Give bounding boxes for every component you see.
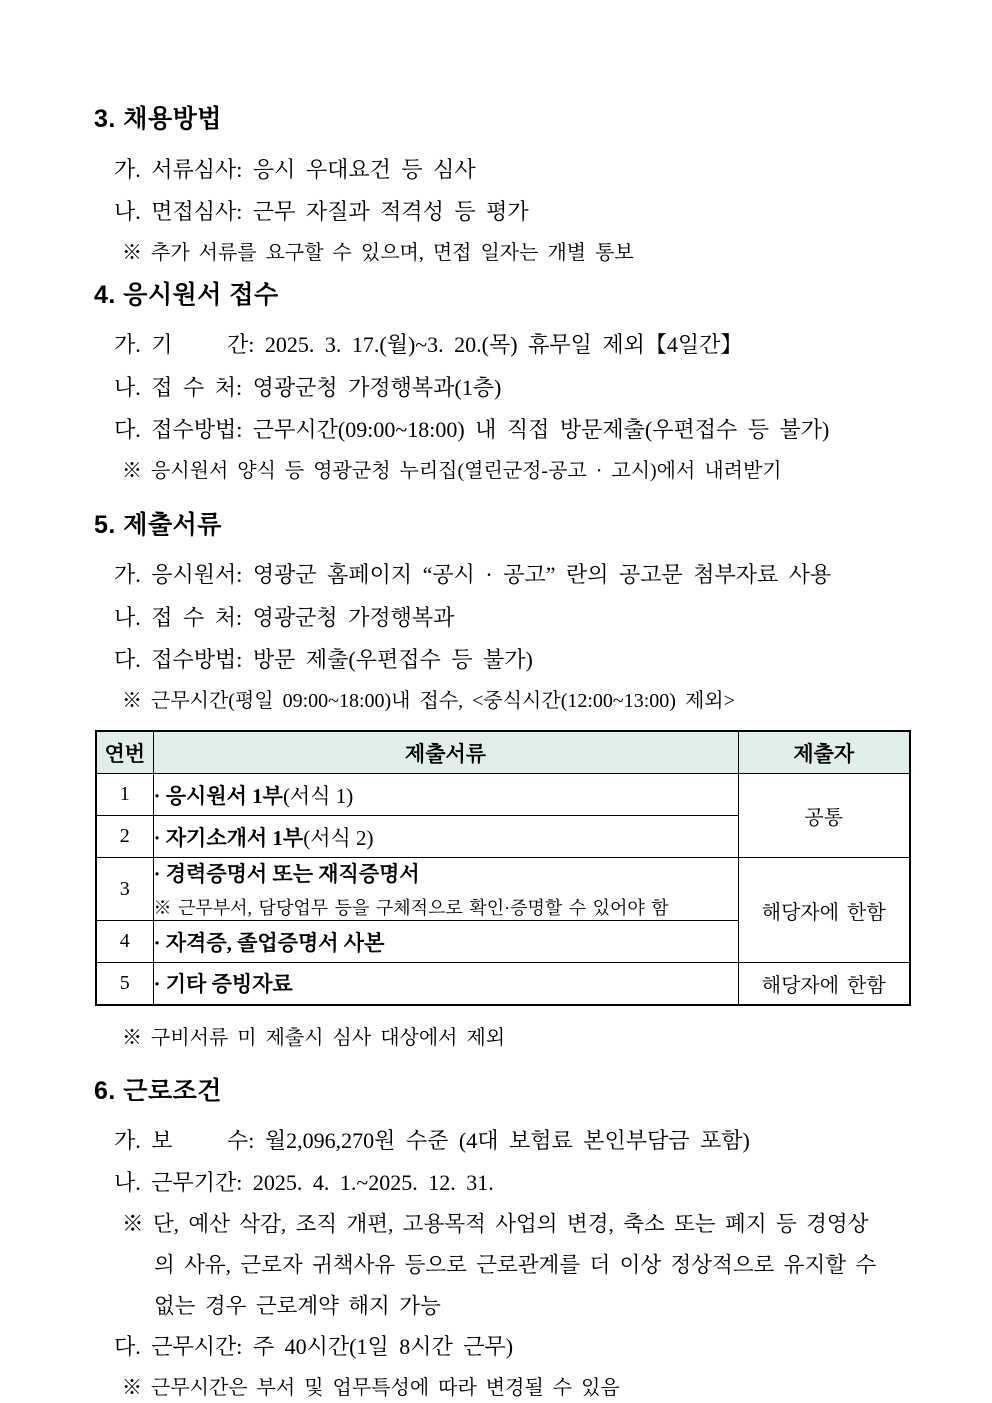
column-header-document: 제출서류 [153,731,738,774]
table-footnote: ※ 구비서류 미 제출시 심사 대상에서 제외 [122,1026,506,1049]
section-5-note: ※ 근무시간(평일 09:00~18:00)내 접수, <중식시간(12:00~13:00) 제외> [122,690,735,712]
section-6-note-line-1: ※ 단, 예산 삭감, 조직 개편, 고용목적 사업의 변경, 축소 또는 폐지 등 경영상 [122,1212,869,1237]
row-3-number: 3 [96,858,153,921]
section-6-item-hours: 다. 근무시간: 주 40시간(1일 8시간 근무) [114,1334,514,1360]
section-required-documents [94,512,908,1050]
row-4-document [153,921,738,963]
row-5-document [153,963,738,1005]
row-1-number: 1 [96,774,153,816]
row-3-document-note: ※ 근무부서, 담당업무 등을 구체적으로 확인·증명할 수 있어야 함 [153,898,669,918]
column-header-submitter: 제출자 [738,731,910,774]
section-4-item-method: 다. 접수방법: 근무시간(09:00~18:00) 내 직접 방문제출(우편접수 등 불가) [114,416,830,442]
section-4-item-period: 가. 기 간: 2025. 3. 17.(월)~3. 20.(목) 휴무일 제외【4일간】 [114,332,743,358]
row-1-document-form: (서식 1) [282,783,354,808]
row-3-document [153,858,738,921]
section-4-title: 4. 응시원서 접수 [94,280,279,309]
section-3-item-ga: 가. 서류심사: 응시 우대요건 등 심사 [114,156,476,182]
row-3-document-title: · 경력증명서 또는 재직증명서 [153,862,420,886]
row-1-document-title: · 응시원서 1부 [153,783,283,808]
row-2-document-form: (서식 2) [303,825,374,850]
section-6-note-2: ※ 근무시간은 부서 및 업무특성에 따라 변경될 수 있음 [122,1377,620,1400]
section-6-item-pay: 가. 보 수: 월2,096,270원 수준 (4대 보험료 본인부담금 포함) [114,1128,750,1153]
table-row [96,774,910,816]
section-application-submission [94,282,908,482]
table-row [96,963,910,1005]
column-header-number: 연번 [96,731,153,774]
section-3-note: ※ 추가 서류를 요구할 수 있으며, 면접 일자는 개별 통보 [122,241,634,264]
section-5-item-method: 다. 접수방법: 방문 제출(우편접수 등 불가) [114,646,533,672]
row-2-number: 2 [96,816,153,858]
section-3-title: 3. 채용방법 [94,105,222,133]
section-3-item-na: 나. 면접심사: 근무 자질과 적격성 등 평가 [114,198,529,224]
section-5-title: 5. 제출서류 [94,510,222,539]
row-4-number: 4 [96,921,153,963]
row-1-2-submitter: 공통 [738,774,910,858]
section-recruitment-method [94,106,908,264]
row-1-document [153,774,738,816]
row-2-document-title: · 자기소개서 1부 [153,825,304,850]
row-3-4-submitter: 해당자에 한함 [738,858,910,963]
section-4-note: ※ 응시원서 양식 등 영광군청 누리집(열린군정-공고 · 고시)에서 내려받기 [122,459,782,482]
section-6-note-line-2: 의 사유, 근로자 귀책사유 등으로 근로관계를 더 이상 정상적으로 유지할 수 [154,1253,877,1278]
submission-documents-table [95,730,911,1006]
row-5-submitter: 해당자에 한함 [738,963,910,1005]
section-6-title: 6. 근로조건 [94,1076,222,1105]
section-5-item-place: 나. 접 수 처: 영광군청 가정행복과 [114,604,455,630]
section-5-item-form: 가. 응시원서: 영광군 홈페이지 “공시 · 공고” 란의 공고문 첨부자료 사용 [114,562,832,588]
section-working-conditions [94,1078,908,1400]
row-5-document-title: · 기타 증빙자료 [153,972,293,997]
section-6-item-period: 나. 근무기간: 2025. 4. 1.~2025. 12. 31. [114,1170,494,1196]
row-4-document-title: · 자격증, 졸업증명서 사본 [153,930,385,955]
table-row [96,858,910,921]
row-2-document [153,816,738,858]
row-5-number: 5 [96,963,153,1005]
section-6-note-line-3: 없는 경우 근로계약 해지 가능 [154,1293,441,1318]
table-header-row [96,731,910,774]
section-4-item-place: 나. 접 수 처: 영광군청 가정행복과(1층) [114,374,502,400]
